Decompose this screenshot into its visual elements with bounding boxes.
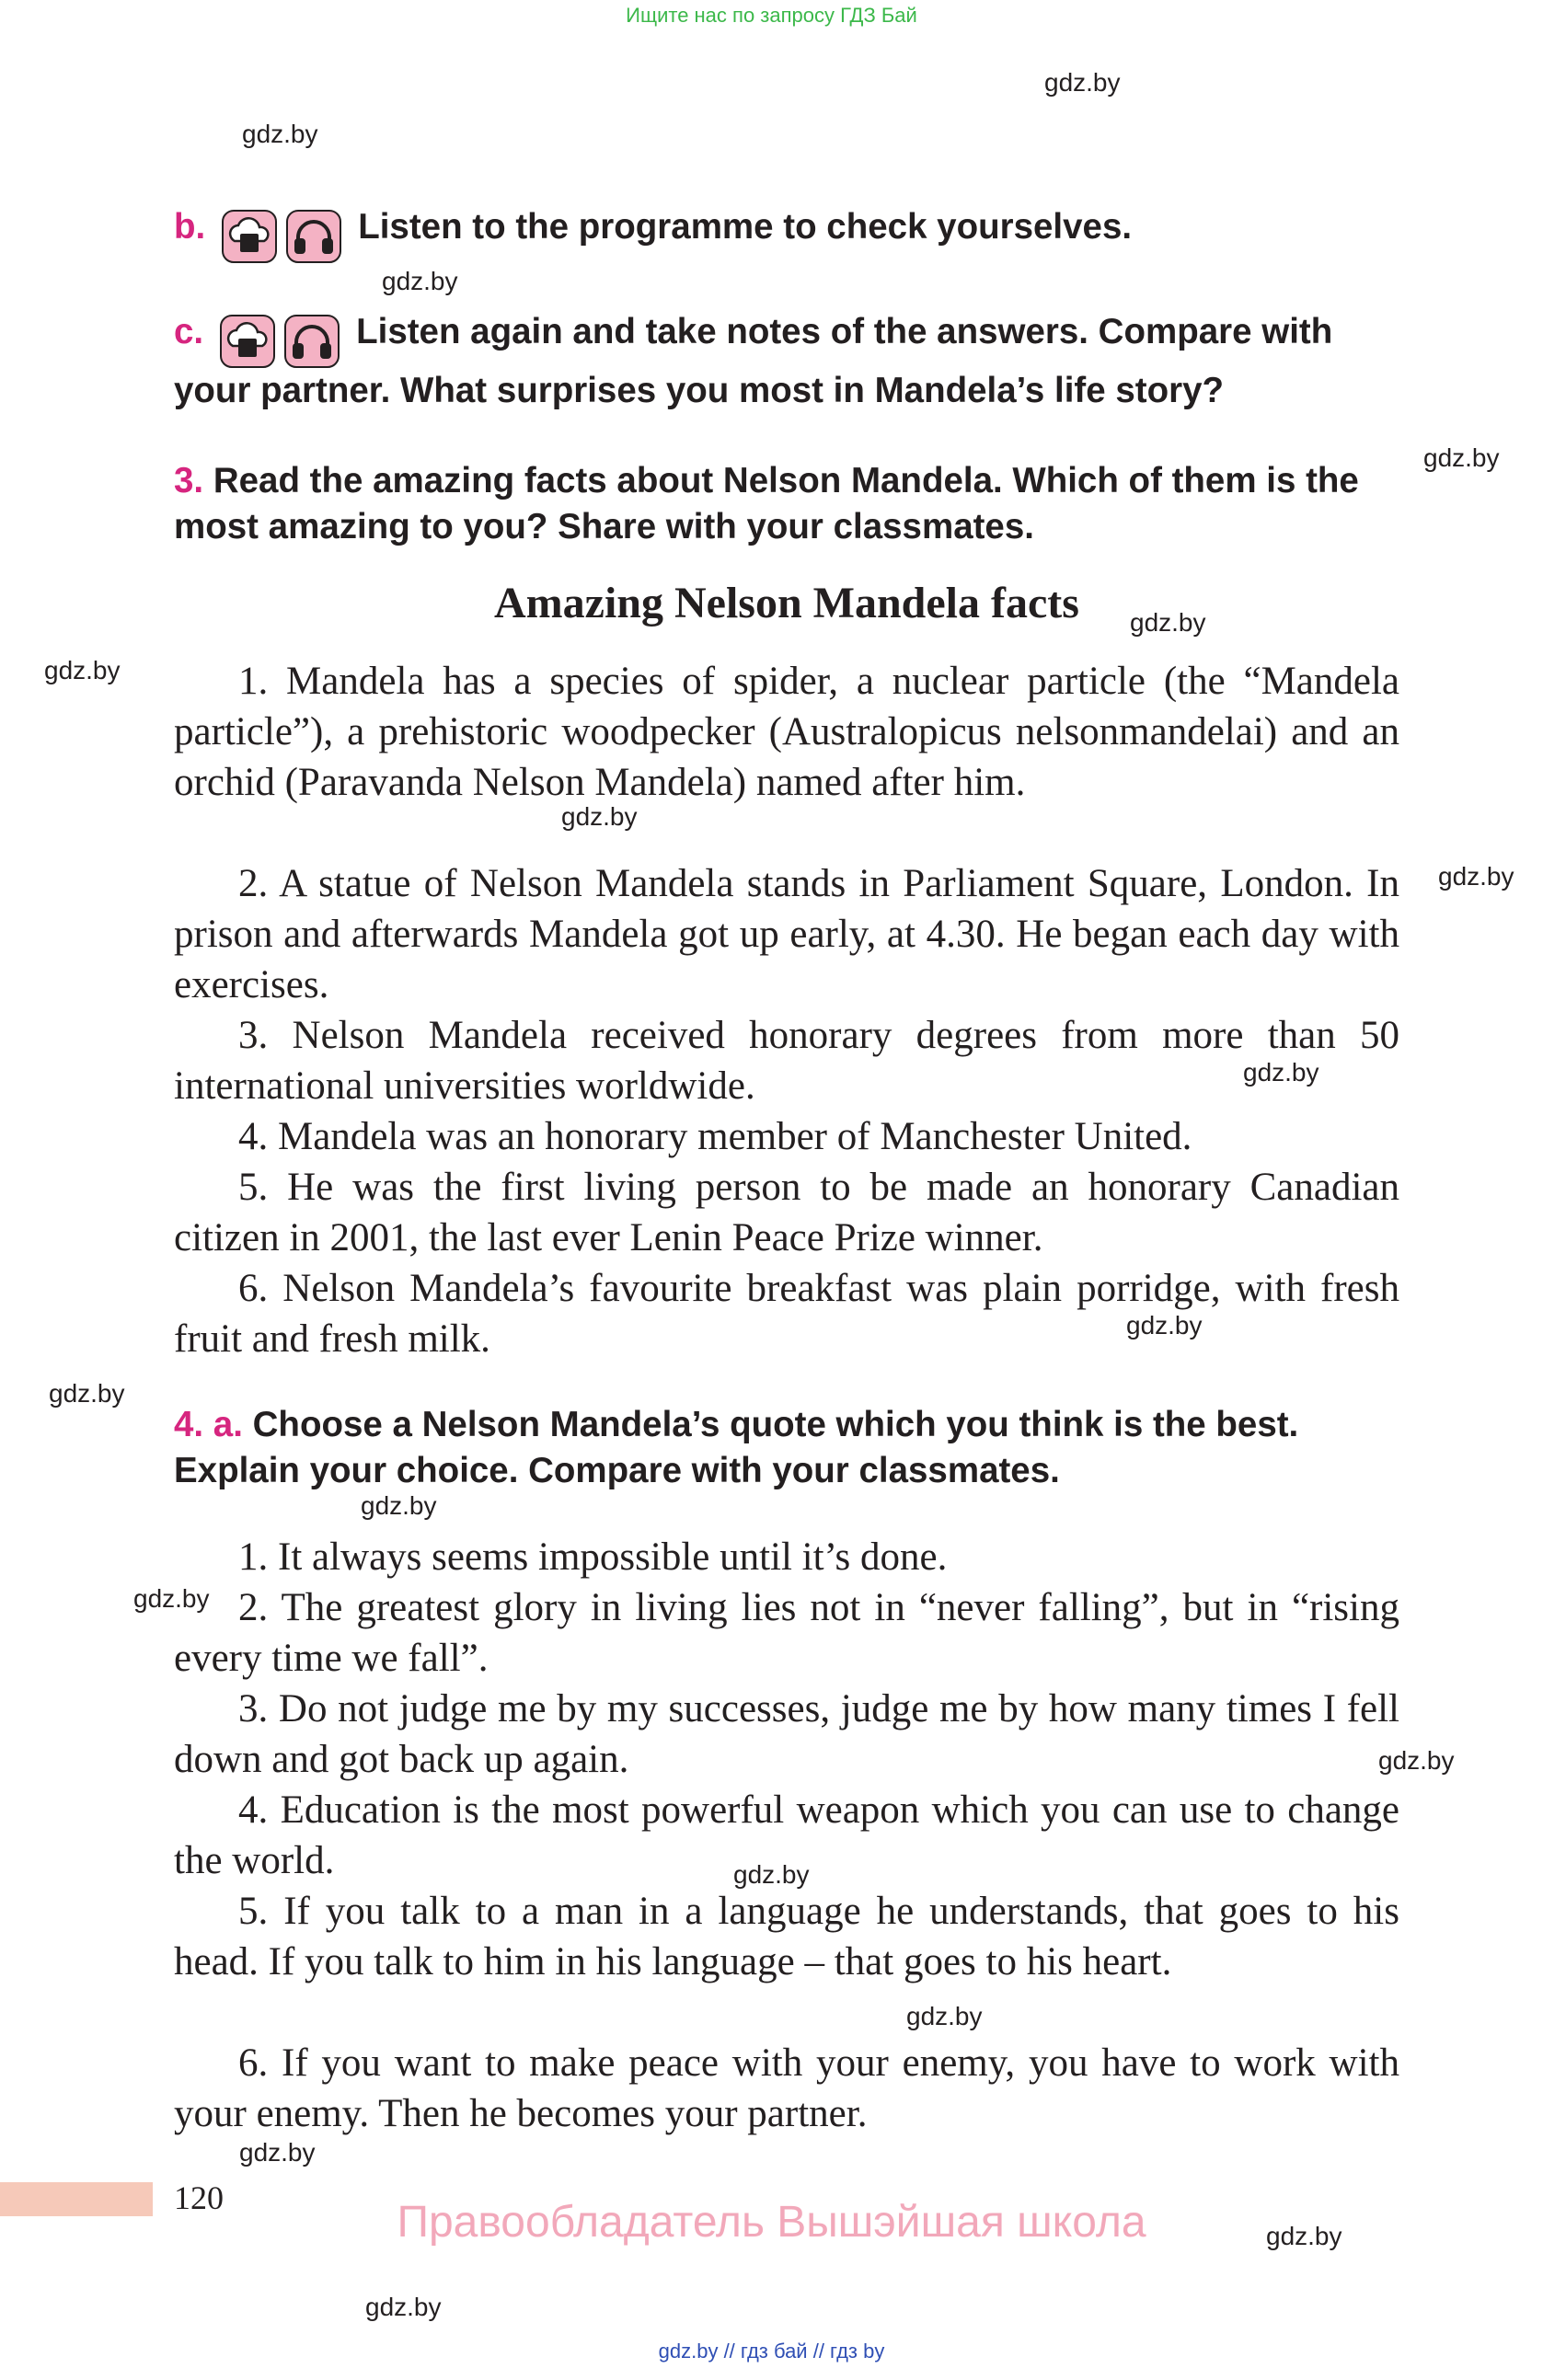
bottom-links[interactable]: gdz.by // гдз бай // гдз by xyxy=(658,2340,885,2363)
task-text: Read the amazing facts about Nelson Mandela. Which of them is the most amazing to you? Share with your classmates. xyxy=(174,461,1359,546)
watermark: gdz.by xyxy=(242,120,318,148)
watermark: gdz.by xyxy=(1266,2222,1342,2250)
watermark: gdz.by xyxy=(733,1860,810,1889)
task-3 xyxy=(174,458,1399,550)
facts-title: Amazing Nelson Mandela facts xyxy=(494,579,1079,627)
watermark: gdz.by xyxy=(1130,608,1206,637)
fact-item: 1. Mandela has a species of spider, a nuclear particle (the “Mandela particle”), a prehistoric woodpecker (Australopicus nelsonmandelai) and an orchid (Paravanda Nelson Mandela) named after him. xyxy=(174,660,1399,804)
task-text: Listen again and take notes of the answers. Compare with your partner. What surprises you most in Mandela’s life story? xyxy=(174,312,1333,410)
quote-item: 2. The greatest glory in living lies not in “never falling”, but in “rising every time we fall”. xyxy=(174,1586,1399,1680)
quote-item: 4. Education is the most powerful weapon which you can use to change the world. xyxy=(174,1788,1399,1882)
watermark: gdz.by xyxy=(1378,1746,1455,1775)
task-label: 4. a. xyxy=(174,1405,243,1444)
watermark: gdz.by xyxy=(1438,862,1514,891)
fact-item: 4. Mandela was an honorary member of Manchester United. xyxy=(238,1115,1192,1158)
fact-item: 5. He was the first living person to be made an honorary Canadian citizen in 2001, the last ever Lenin Peace Prize winner. xyxy=(174,1166,1399,1259)
quote-item: 5. If you talk to a man in a language he understands, that goes to his head. If you talk to him in his language – that goes to his heart. xyxy=(174,1890,1399,1983)
cloud-download-icon[interactable] xyxy=(220,315,275,368)
watermark: gdz.by xyxy=(1243,1058,1319,1087)
watermark: gdz.by xyxy=(1044,68,1121,97)
task-text: Listen to the programme to check yourselves. xyxy=(358,207,1133,247)
copyright-notice: Правообладатель Вышэйшая школа xyxy=(397,2198,1146,2247)
watermark: gdz.by xyxy=(239,2138,316,2167)
task-text: Choose a Nelson Mandela’s quote which you think is the best. Explain your choice. Compare with your classmates. xyxy=(174,1405,1299,1490)
watermark: gdz.by xyxy=(561,802,638,831)
quote-item: 3. Do not judge me by my successes, judge me by how many times I fell down and got back up again. xyxy=(174,1687,1399,1781)
headphones-icon[interactable] xyxy=(286,210,341,263)
fact-item: 2. A statue of Nelson Mandela stands in Parliament Square, London. In prison and afterwards Mandela got up early, at 4.30. He began each day with exercises. xyxy=(174,862,1399,1006)
watermark: gdz.by xyxy=(361,1491,437,1520)
watermark: gdz.by xyxy=(382,267,458,295)
task-4a xyxy=(174,1402,1399,1494)
headphones-icon[interactable] xyxy=(284,315,340,368)
task-label: b. xyxy=(174,207,206,247)
task-2b xyxy=(174,204,1399,263)
cloud-download-icon[interactable] xyxy=(222,210,277,263)
page-number: 120 xyxy=(174,2179,224,2216)
audio-icons xyxy=(222,210,351,263)
task-label: c. xyxy=(174,312,204,351)
watermark: gdz.by xyxy=(49,1379,125,1408)
audio-icons xyxy=(220,315,349,368)
watermark: gdz.by xyxy=(133,1584,210,1613)
top-banner: Ищите нас по запросу ГДЗ Бай xyxy=(626,4,917,27)
quote-item: 1. It always seems impossible until it’s done. xyxy=(238,1535,948,1579)
quote-item: 6. If you want to make peace with your enemy, you have to work with your enemy. Then he becomes your partner. xyxy=(174,2041,1399,2135)
fact-item: 3. Nelson Mandela received honorary degrees from more than 50 international universities worldwide. xyxy=(174,1014,1399,1108)
watermark: gdz.by xyxy=(44,656,121,684)
fact-item: 6. Nelson Mandela’s favourite breakfast was plain porridge, with fresh fruit and fresh milk. xyxy=(174,1267,1399,1361)
watermark: gdz.by xyxy=(1126,1311,1203,1339)
watermark: gdz.by xyxy=(1423,443,1500,472)
watermark: gdz.by xyxy=(365,2293,442,2321)
task-label: 3. xyxy=(174,461,204,500)
watermark: gdz.by xyxy=(906,2002,983,2030)
task-2c xyxy=(174,309,1399,414)
